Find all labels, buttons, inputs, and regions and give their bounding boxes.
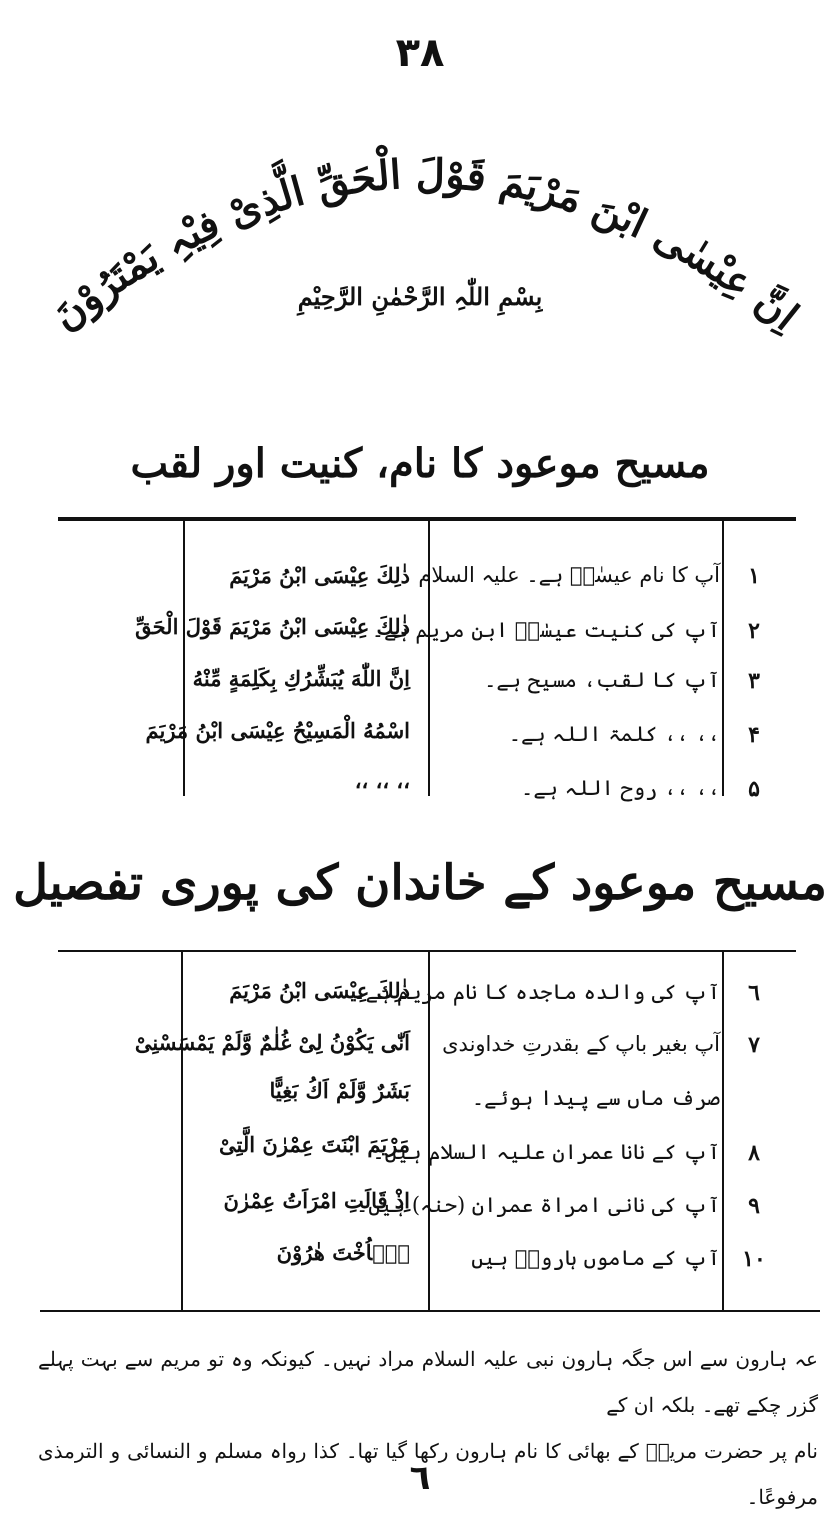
table1-row-2-ref: ذٰلِكَ عِیْسَى ابْنُ مَرْیَمَ قَوْلَ الْحَقِّ (135, 614, 410, 639)
table2-row-9-desc: آپ کی نانی امراۃ عمران (حنہ) ہیں۔ (355, 1193, 720, 1217)
table2-row-10-desc: آپ کے ماموں ہارونؑ ہیں (471, 1246, 720, 1270)
table1-row-4-ref: اسْمُهُ الْمَسِیْحُ عِیْسَى ابْنُ مَرْیَمَ (145, 718, 410, 743)
table2-row-7-num: ٧ (748, 1032, 760, 1058)
table2-row-10-ref: یٰۤاُخْتَ هٰرُوْنَ (276, 1240, 410, 1265)
section1-title: مسیح موعود کا نام، کنیت اور لقب (130, 440, 710, 487)
table2-row-8-desc: آپ کے نانا عمران علیہ السلام ہیں۔ (372, 1140, 720, 1164)
section2-title: مسیح موعود کے خاندان کی پوری تفصیل (13, 855, 827, 911)
footnote-line-2: نام پر حضرت مریمؑ کے بھائی کا نام ہارون رکھا گیا تھا۔ کذا رواہ مسلم و النسائی و الترمذی مرفوعًا۔ (38, 1439, 818, 1509)
table2-row-9-num: ٩ (748, 1193, 760, 1219)
page-number-bottom: ٦ (409, 1458, 431, 1498)
table1-row-1-ref: ذٰلِكَ عِیْسَى ابْنُ مَرْیَمَ (229, 563, 410, 588)
table2-top-rule (58, 950, 796, 952)
table2-row-7b-desc: صرف ماں سے پیدا ہوئے۔ (471, 1086, 720, 1110)
table1-top-rule (58, 517, 796, 521)
table2-row-10-num: ١٠ (742, 1246, 766, 1272)
table1-row-4-num: ۴ (748, 722, 760, 748)
table2-row-8-num: ٨ (748, 1140, 760, 1166)
table1-row-3-num: ٣ (748, 668, 760, 694)
table2-row-7b-ref: بَشَرٌ وَّلَمْ اَكُ بَغِیًّا (269, 1078, 410, 1103)
table1-row-3-desc: آپ کا لقب، مسیح ہے۔ (484, 668, 720, 692)
footnote-rule (40, 1310, 820, 1312)
table2-row-7-desc: آپ بغیر باپ کے بقدرتِ خداوندی (442, 1032, 720, 1056)
table2-row-6-ref: ذٰلِكَ عِیْسَى ابْنُ مَرْیَمَ (229, 978, 410, 1003)
table2-row-8-ref: مَرْیَمَ ابْنَتَ عِمْرٰنَ الَّتِیْ (219, 1132, 410, 1157)
header-arc-text: اِنَّ عِیْسٰی ابْنَ مَرْیَمَ قَوْلَ الْحَقِّ الَّذِیْ فِیْہِ یَمْتَرُوْنَ (43, 150, 808, 340)
table2-row-6-desc: آپ کی والدہ ماجدہ کا نام مریم ہے۔ (353, 980, 720, 1004)
page-number-top: ٣٨ (395, 30, 445, 76)
table1-divider-right (722, 521, 724, 796)
table1-row-1-num: ١ (748, 563, 760, 589)
table1-row-5-num: ۵ (748, 776, 760, 802)
table2-row-6-num: ٦ (748, 980, 760, 1006)
table1-row-5-desc: ،، ،، روح اللہ ہے۔ (521, 776, 720, 800)
table2-row-9-ref: اِذْ قَالَتِ امْرَاَتُ عِمْرٰنَ (223, 1188, 410, 1213)
table1-row-4-desc: ،، ،، کلمۃ اللہ ہے۔ (508, 722, 720, 746)
table2-row-7-ref: اَنّٰى یَكُوْنُ لِیْ غُلٰمٌ وَّلَمْ یَمْسَسْنِیْ (134, 1030, 410, 1055)
table1-row-2-desc: آپ کی کنیت عیسٰیؑ ابن مریم ہے۔ (371, 618, 720, 642)
table1-row-5-ref: ،، ،، ،، (354, 768, 410, 793)
bismillah: بِسْمِ اللّٰہِ الرَّحْمٰنِ الرَّحِیْمِ (297, 282, 543, 311)
table2-divider-right (722, 952, 724, 1310)
table1-row-1-desc: آپ کا نام عیسٰیؑ ہے۔ علیہ السلام (418, 563, 720, 587)
header-arc-verse (30, 120, 820, 390)
table1-row-2-num: ٢ (748, 618, 760, 644)
table1-row-3-ref: اِنَّ اللّٰهَ یُبَشِّرُكِ بِكَلِمَةٍ مِّنْهُ (192, 666, 410, 691)
footnote-line-1: عہ ہارون سے اس جگہ ہارون نبی علیہ السلام مراد نہیں۔ کیونکہ وہ تو مریم سے بہت پہلے گزر چکے تھے۔ بلکہ ان کے (38, 1347, 818, 1417)
